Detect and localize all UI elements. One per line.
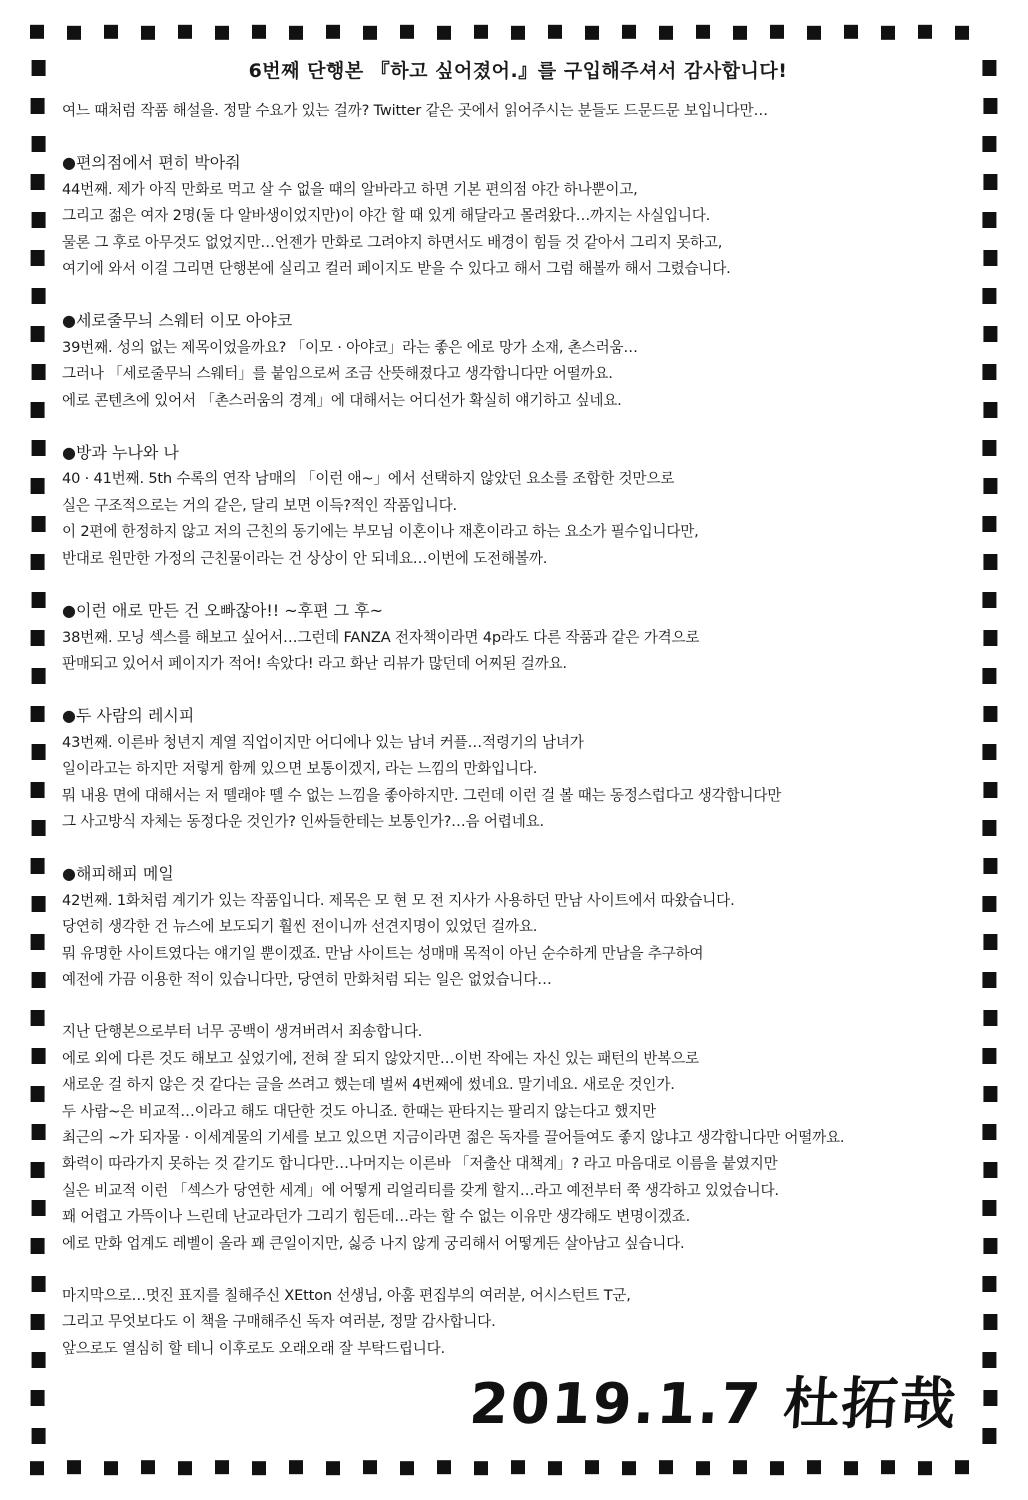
frame-square [983, 174, 997, 190]
section-line: 뭐 내용 면에 대해서는 저 뗄래야 뗄 수 없는 느낌을 좋아하지만. 그런데 이런 걸 볼 때는 동정스럽다고 생각합니다만 [62, 786, 782, 804]
paragraph-line: 두 사람~은 비교적…이라고 해도 대단한 것도 아니죠. 한때는 판타지는 팔리지 않는다고 했지만 [62, 1102, 656, 1120]
spacer [62, 993, 974, 1019]
frame-square [622, 25, 636, 39]
frame-square [982, 1048, 996, 1064]
frame-square [474, 1461, 488, 1475]
frame-square [141, 26, 155, 40]
section-line: 38번째. 모닝 섹스를 해보고 싶어서…그런데 FANZA 전자책이라면 4p라도 다른 작품과 같은 가격으로 [62, 628, 700, 646]
frame-square [918, 25, 932, 39]
frame-square [31, 934, 45, 950]
page-title: 6번째 단행본 『하고 싶어졌어.』를 구입해주셔서 감사합니다! [248, 60, 788, 82]
frame-square [770, 25, 784, 39]
frame-square [32, 1428, 46, 1444]
frame-square [983, 478, 997, 494]
frame-square [363, 1460, 377, 1474]
paragraph-line: 화력이 따라가지 못하는 것 같기도 합니다만…나머지는 이른바 「저출산 대책계」? 라고 마음대로 이름을 붙였지만 [62, 1155, 778, 1173]
frame-square [215, 26, 229, 40]
frame-square [982, 668, 996, 684]
frame-square [982, 440, 996, 456]
frame-square [104, 1461, 118, 1475]
paragraph-line: 마지막으로…멋진 표지를 칠해주신 XEtton 선생님, 아훔 편집부의 여러분, 어시스턴트 T군, [62, 1287, 631, 1305]
section-line: 물론 그 후로 아무것도 없었지만…언젠가 만화로 그려야지 하면서도 배경이 힘들 것 같아서 그리지 못하고, [62, 233, 723, 251]
frame-square [32, 972, 46, 988]
commentary-section [62, 861, 974, 1019]
frame-square [983, 1162, 997, 1178]
paragraph-line: 최근의 ~가 되자물 · 이세계물의 기세를 보고 있으면 지금이라면 젊은 독자를 끌어들여도 좋지 않냐고 생각합니다만 어떨까요. [62, 1129, 845, 1146]
spacer [62, 677, 974, 703]
frame-square [31, 1390, 45, 1406]
frame-square [32, 1048, 46, 1064]
frame-square [215, 1460, 229, 1474]
frame-square [844, 1461, 858, 1475]
frame-square [982, 1352, 996, 1368]
frame-square [770, 1461, 784, 1475]
frame-square [289, 26, 303, 40]
section-line: 42번째. 1화처럼 계기가 있는 작품입니다. 제목은 모 현 모 전 지사가 사용하던 만남 사이트에서 따왔습니다. [62, 891, 735, 909]
frame-square [32, 1276, 46, 1292]
frame-square [32, 60, 46, 76]
frame-square [918, 1461, 932, 1475]
frame-square [104, 25, 118, 39]
frame-square [30, 25, 44, 39]
commentary-section [62, 308, 974, 440]
spacer [62, 124, 974, 150]
frame-square [31, 1162, 45, 1178]
frame-square [983, 250, 997, 266]
frame-square [31, 858, 45, 874]
commentary-section [62, 703, 974, 861]
frame-square [982, 212, 996, 228]
frame-square [178, 25, 192, 39]
frame-square [32, 1352, 46, 1368]
frame-square [67, 1460, 81, 1474]
frame-square [585, 1460, 599, 1474]
frame-square [983, 1086, 997, 1102]
handwritten-date-signature: 2019.1.7 杜拓哉 [467, 1372, 960, 1437]
frame-square [400, 25, 414, 39]
frame-square [548, 1461, 562, 1475]
section-line: 43번째. 이른바 청년지 계열 직업이지만 어디에나 있는 남녀 커플…적령기의 남녀가 [62, 733, 584, 751]
section-line: 에로 콘텐츠에 있어서 「촌스러움의 경계」에 대해서는 어디선가 확실히 얘기하고 싶네요. [62, 391, 622, 409]
frame-square [982, 1200, 996, 1216]
paragraph-line: 그리고 무엇보다도 이 책을 구매해주신 독자 여러분, 정말 감사합니다. [62, 1313, 496, 1331]
frame-square [32, 820, 46, 836]
paragraph-line: 꽤 어렵고 가뜩이나 느린데 난교라던가 그리기 힘든데…라는 할 수 없는 이유만 생각해도 변명이겠죠. [62, 1208, 691, 1226]
spacer [62, 282, 974, 308]
frame-square [881, 26, 895, 40]
frame-square [982, 60, 996, 76]
frame-square [32, 1124, 46, 1140]
frame-square [548, 25, 562, 39]
frame-square [807, 1460, 821, 1474]
frame-square [982, 1428, 996, 1444]
frame-square [622, 1461, 636, 1475]
section-heading: ●방과 누나와 나 [62, 443, 179, 463]
frame-square [30, 1461, 44, 1475]
frame-square [31, 326, 45, 342]
frame-square [511, 1460, 525, 1474]
frame-square [982, 1276, 996, 1292]
frame-square [982, 744, 996, 760]
commentary-section [62, 150, 974, 308]
frame-square [32, 744, 46, 760]
frame-square [31, 1238, 45, 1254]
section-heading: ●해피해피 메일 [62, 864, 174, 884]
frame-square [289, 1460, 303, 1474]
frame-square [955, 1460, 969, 1474]
closing-paragraph [62, 1019, 974, 1257]
spacer [62, 835, 974, 861]
frame-square [983, 1238, 997, 1254]
spacer [62, 1257, 974, 1283]
frame-square [982, 288, 996, 304]
section-line: 40 · 41번째. 5th 수록의 연작 남매의 「이런 애~」에서 선택하지 않았던 요소를 조합한 것만으로 [62, 470, 675, 488]
spacer [62, 414, 974, 440]
commentary-section [62, 440, 974, 598]
frame-square [955, 26, 969, 40]
paragraph-line: 에로 외에 다른 것도 해보고 싶었기에, 전혀 잘 되지 않았지만…이번 작에는 자신 있는 패턴의 반복으로 [62, 1049, 699, 1067]
frame-square [32, 516, 46, 532]
frame-square [696, 25, 710, 39]
frame-square [32, 668, 46, 684]
frame-square [32, 896, 46, 912]
frame-square [733, 1460, 747, 1474]
frame-square [31, 782, 45, 798]
section-line: 그리고 젊은 여자 2명(둘 다 알바생이었지만)이 야간 할 때 있게 해달라고 몰려왔다…까지는 사실입니다. [62, 207, 711, 225]
paragraph-line: 실은 비교적 이런 「섹스가 당연한 세계」에 어떻게 리얼리티를 갖게 할지…라고 예전부터 쭉 생각하고 있었습니다. [62, 1181, 779, 1199]
frame-square [982, 820, 996, 836]
frame-square [511, 26, 525, 40]
commentary-sections [62, 150, 974, 1019]
intro-text: 여느 때처럼 작품 해설을. 정말 수요가 있는 걸까? Twitter 같은 곳에서 읽어주시는 분들도 드문드문 보입니다만… [62, 102, 768, 119]
section-line: 당연히 생각한 건 뉴스에 보도되기 훨씬 전이니까 선견지명이 있었던 걸까요. [62, 918, 538, 936]
frame-square [32, 212, 46, 228]
frame-square [252, 1461, 266, 1475]
frame-square [983, 934, 997, 950]
frame-square [32, 136, 46, 152]
frame-square [983, 554, 997, 570]
frame-square [983, 402, 997, 418]
afterword-page [62, 58, 974, 1362]
section-line: 44번째. 제가 아직 만화로 먹고 살 수 없을 때의 알바라고 하면 기본 편의점 야간 하나뿐이고, [62, 180, 638, 198]
thanks-paragraph [62, 1283, 974, 1362]
frame-square [983, 98, 997, 114]
section-line: 실은 구조적으로는 거의 같은, 달리 보면 이득?적인 작품입니다. [62, 496, 457, 514]
section-line: 뭐 유명한 사이트였다는 얘기일 뿐이겠죠. 만남 사이트는 성매매 목적이 아닌 순수하게 만남을 추구하여 [62, 944, 704, 962]
frame-square [982, 136, 996, 152]
frame-square [32, 1200, 46, 1216]
spacer [62, 572, 974, 598]
section-heading: ●이런 애로 만든 건 오빠잖아!! ~후편 그 후~ [62, 601, 384, 621]
frame-square [474, 25, 488, 39]
frame-square [31, 174, 45, 190]
frame-square [31, 250, 45, 266]
paragraph-line: 새로운 걸 하지 않은 것 같다는 글을 쓰려고 했는데 벌써 4번째에 썼네요. 말기네요. 새로운 것인가. [62, 1076, 675, 1094]
frame-square [983, 782, 997, 798]
frame-square [659, 1460, 673, 1474]
frame-square [982, 972, 996, 988]
commentary-section [62, 598, 974, 703]
frame-square [807, 26, 821, 40]
frame-square [31, 630, 45, 646]
frame-square [983, 326, 997, 342]
frame-square [31, 554, 45, 570]
section-line: 판매되고 있어서 페이지가 적어! 속았다! 라고 화난 리뷰가 많던데 어찌된 걸까요. [62, 654, 567, 672]
frame-square [32, 288, 46, 304]
frame-square [983, 1390, 997, 1406]
frame-square [982, 592, 996, 608]
frame-square [437, 26, 451, 40]
frame-square [31, 402, 45, 418]
frame-square [983, 630, 997, 646]
section-line: 반대로 원만한 가정의 근친물이라는 건 상상이 안 되네요…이번에 도전해볼까. [62, 549, 548, 567]
frame-square [141, 1460, 155, 1474]
frame-square [32, 592, 46, 608]
frame-square [844, 25, 858, 39]
frame-square [32, 440, 46, 456]
section-line: 이 2편에 한정하지 않고 저의 근친의 동기에는 부모님 이혼이나 재혼이라고 하는 요소가 필수입니다만, [62, 523, 699, 541]
paragraph-line: 앞으로도 열심히 할 테니 이후로도 오래오래 잘 부탁드립니다. [62, 1339, 445, 1357]
frame-square [982, 1124, 996, 1140]
section-line: 그 사고방식 자체는 동정다운 것인가? 인싸들한테는 보통인가?…음 어렵네요. [62, 812, 544, 830]
frame-square [982, 364, 996, 380]
frame-square [983, 706, 997, 722]
frame-square [696, 1461, 710, 1475]
frame-square [437, 1460, 451, 1474]
frame-square [31, 1314, 45, 1330]
frame-square [32, 364, 46, 380]
frame-square [31, 1086, 45, 1102]
frame-square [31, 478, 45, 494]
frame-square [178, 1461, 192, 1475]
section-line: 일이라고는 하지만 저렇게 함께 있으면 보통이겠지, 라는 느낌의 만화입니다. [62, 760, 538, 778]
frame-square [67, 26, 81, 40]
frame-square [363, 26, 377, 40]
paragraph-line: 에로 만화 업계도 레벨이 올라 꽤 큰일이지만, 싫증 나지 않게 궁리해서 어떻게든 살아남고 싶습니다. [62, 1234, 685, 1252]
frame-square [31, 1010, 45, 1026]
frame-square [983, 858, 997, 874]
frame-square [252, 25, 266, 39]
paragraph-line: 지난 단행본으로부터 너무 공백이 생겨버려서 죄송합니다. [62, 1023, 423, 1041]
frame-square [659, 26, 673, 40]
section-line: 예전에 가끔 이용한 적이 있습니다만, 당연히 만화처럼 되는 일은 없었습니다… [62, 970, 552, 988]
section-heading: ●편의점에서 편히 박아줘 [62, 153, 241, 173]
frame-square [326, 25, 340, 39]
frame-square [31, 706, 45, 722]
section-line: 그러나 「세로줄무늬 스웨터」를 붙임으로써 조금 산뜻해졌다고 생각합니다만 어떨까요. [62, 365, 613, 383]
section-heading: ●세로줄무늬 스웨터 이모 아야코 [62, 311, 293, 331]
frame-square [982, 516, 996, 532]
section-heading: ●두 사람의 레시피 [62, 706, 195, 726]
frame-square [881, 1460, 895, 1474]
section-line: 여기에 와서 이걸 그리면 단행본에 실리고 컬러 페이지도 받을 수 있다고 해서 그럼 해볼까 해서 그렸습니다. [62, 260, 731, 278]
frame-square [585, 26, 599, 40]
frame-square [31, 98, 45, 114]
frame-square [733, 26, 747, 40]
frame-square [400, 1461, 414, 1475]
frame-square [326, 1461, 340, 1475]
section-line: 39번째. 성의 없는 제목이었을까요? 「이모 · 아야코」라는 좋은 에로 망가 소재, 촌스러움… [62, 338, 638, 356]
frame-square [982, 896, 996, 912]
frame-square [983, 1314, 997, 1330]
frame-square [983, 1010, 997, 1026]
